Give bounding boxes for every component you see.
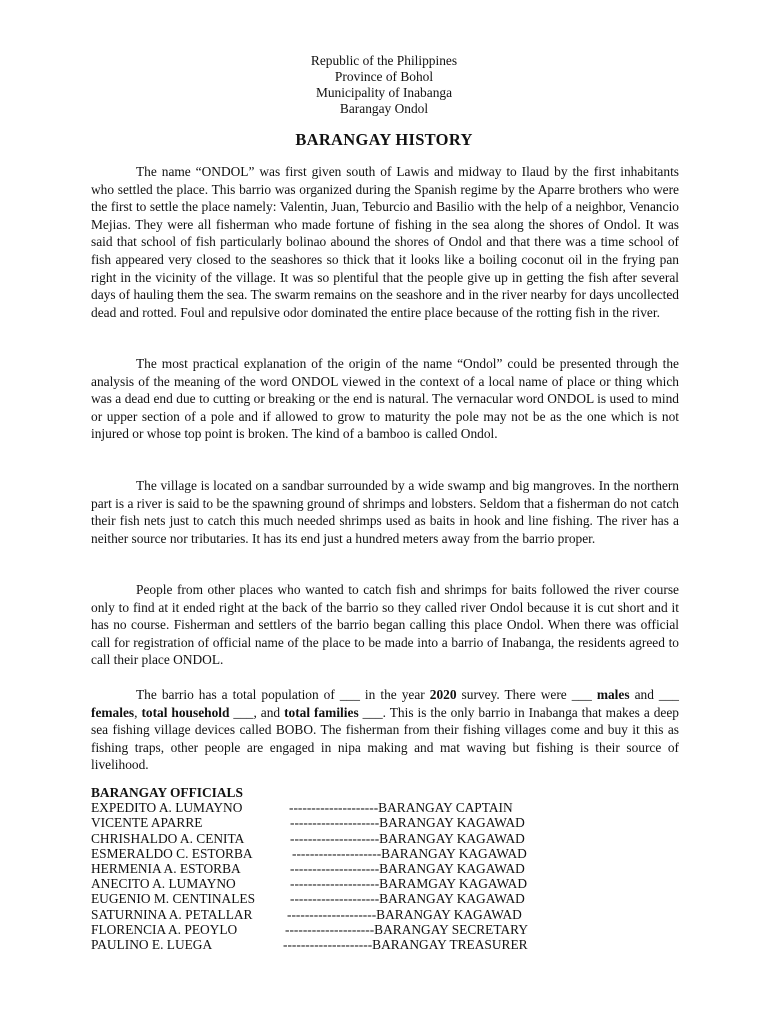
population-text-5: ___, and [229, 704, 285, 720]
paragraph-origin-name: The name “ONDOL” was first given south of Lawis and midway to Ilaud by the first inhabitants who settled the place. This barrio was organized during the Spanish regime by the Aparre brothers who were the first to settle the place namely: Valentin, Juan, Teburcio and Basilio with the help of a neighbor, Venancio Mejias. They were all fisherman who made fortune of fishing in the sea along the shores of Ondol. It was said that school of fish particularly bolinao abound the shores of Ondol and that there was a time school of fish appeared very closed to the seashores so thick that it looks like a boiling coconut oil in the frying pan right in the vicinity of the village. It was so plentiful that the people give up in getting the fish after several days of hauling them the sea. The swarm remains on the seashore and in the river nearby for days uncollected dead and rotted. Foul and repulsive odor dominated the entire place because of the rotting fish in the river. [91, 164, 679, 320]
official-row [91, 891, 691, 906]
officials-list [91, 785, 691, 952]
official-row [91, 922, 691, 937]
official-position: --------------------BARANGAY KAGAWAD [290, 891, 525, 907]
official-name: EUGENIO M. CENTINALES [91, 891, 256, 907]
population-text-3: and ___ [629, 687, 679, 702]
header-municipality: Municipality of Inabanga [315, 85, 453, 100]
official-row [91, 815, 691, 830]
official-position: --------------------BARANGAY KAGAWAD [292, 845, 527, 861]
official-position: --------------------BARANGAY KAGAWAD [290, 815, 525, 831]
official-name: HERMENIA A. ESTORBA [91, 860, 241, 876]
males-label: males [596, 687, 630, 702]
official-row [91, 861, 691, 876]
paragraph-population [91, 686, 679, 774]
header-republic: Republic of the Philippines [310, 53, 458, 68]
letterhead [0, 53, 768, 117]
population-text-2: survey. There were ___ [456, 687, 597, 702]
official-row [91, 831, 691, 846]
paragraph-location: The village is located on a sandbar surrounded by a wide swamp and big mangroves. In the northern part is a river is said to be the spawning ground of shrimps and lobsters. Seldom that a fisherman do not catch their fish nets just to catch this much needed shrimps used as baits in hook and line fishing. The river has a neither source nor tributaries. It has its end just a hundred meters away from the barrio proper. [91, 478, 679, 546]
header-province: Province of Bohol [334, 69, 434, 84]
population-text-6: ___. This is the only barrio in Inabanga that makes a deep sea fishing village devices called BOBO. The fisherman from their fishing villages come and buy it this as fishing traps, other people are engaged in nipa making and mat waving but fishing is their source of livelihood. [91, 704, 679, 773]
females-label: females [91, 704, 135, 720]
official-row [91, 846, 691, 861]
household-label: total household [141, 704, 230, 720]
official-name: FLORENCIA A. PEOYLO [91, 921, 238, 937]
official-name: SATURNINA A. PETALLAR [91, 906, 253, 922]
official-row [91, 876, 691, 891]
official-row [91, 907, 691, 922]
document-title: BARANGAY HISTORY [295, 130, 473, 149]
official-position: --------------------BARANGAY KAGAWAD [287, 906, 522, 922]
population-text-4: , [134, 704, 142, 720]
official-name: CHRISHALDO A. CENITA [91, 830, 245, 846]
header-barangay: Barangay Ondol [339, 101, 429, 116]
official-name: VICENTE APARRE [91, 815, 203, 831]
families-label: total families [284, 704, 359, 720]
official-name: ESMERALDO C. ESTORBA [91, 845, 253, 861]
official-position: --------------------BARANGAY SECRETARY [285, 921, 528, 937]
official-row [91, 800, 691, 815]
official-name: ANECITO A. LUMAYNO [91, 876, 236, 892]
official-position: --------------------BARAMGAY KAGAWAD [290, 876, 528, 892]
official-position: --------------------BARANGAY TREASURER [283, 936, 528, 952]
official-position: --------------------BARANGAY KAGAWAD [290, 860, 525, 876]
official-name: EXPEDITO A. LUMAYNO [91, 800, 243, 816]
official-position: --------------------BARANGAY CAPTAIN [289, 800, 513, 816]
official-position: --------------------BARANGAY KAGAWAD [290, 830, 525, 846]
population-text-1: The barrio has a total population of ___ in the year [136, 687, 430, 702]
official-row [91, 937, 691, 952]
paragraph-etymology: The most practical explanation of the origin of the name “Ondol” could be presented through the analysis of the meaning of the word ONDOL viewed in the context of a local name of place or thing which was a dead end due to cutting or breaking or the end is natural. The vernacular word ONDOL is used to mind or upper section of a pole and if allowed to grow to maturity the pole may not be as the one which is not injured or whose top point is broken. The kind of a bamboo is called Ondol. [91, 356, 679, 442]
official-name: PAULINO E. LUEGA [91, 936, 213, 952]
paragraph-naming: People from other places who wanted to catch fish and shrimps for baits followed the river course only to find at it ended right at the back of the barrio so they called river Ondol because it is cut short and it has no course. Fisherman and settlers of the barrio began calling this place Ondol. When there was official call for registration of official name of the place to be made into a barrio of Inabanga, the residents agreed to call their place ONDOL. [91, 582, 679, 668]
officials-heading: BARANGAY OFFICIALS [91, 785, 243, 800]
survey-year: 2020 [429, 687, 457, 702]
